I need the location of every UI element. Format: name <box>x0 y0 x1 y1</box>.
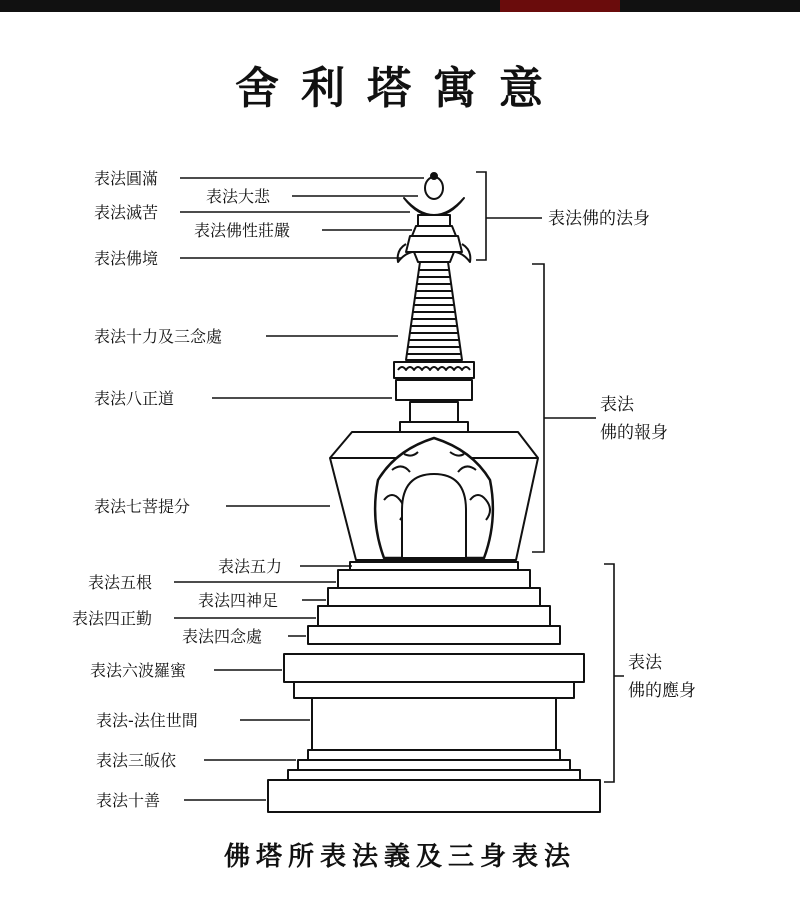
label-wugen: 表法五根 <box>88 573 153 592</box>
label-sishenzu: 表法四神足 <box>198 591 279 610</box>
label-fojing: 表法佛境 <box>94 249 159 268</box>
label-dabei: 表法大悲 <box>206 187 271 206</box>
stupa-throne-body <box>312 698 556 750</box>
label-foxing: 表法佛性莊嚴 <box>194 221 291 240</box>
label-sizhengqin: 表法四正勤 <box>72 609 153 628</box>
stupa-spire <box>406 262 462 360</box>
stupa-pinnacle-jewel <box>425 173 443 199</box>
bracket-baoshen <box>532 264 596 552</box>
group-label-baoshen-line1: 表法 <box>600 395 634 415</box>
diagram-caption: 佛塔所表法義及三身表法 <box>223 842 576 872</box>
group-label-yingshen-line1: 表法 <box>628 653 662 673</box>
stupa-throne-cap <box>284 654 584 682</box>
stupa-step-2 <box>338 570 530 588</box>
group-label-baoshen-line2: 佛的報身 <box>600 423 668 443</box>
stupa-step-1 <box>350 562 518 570</box>
label-wuli: 表法五力 <box>218 557 283 576</box>
label-fazhu: 表法-法住世間 <box>96 711 198 730</box>
stupa-lotus-band <box>394 362 474 432</box>
label-sinianchu: 表法四念處 <box>182 627 263 646</box>
stupa-step-4 <box>318 606 550 626</box>
stupa-base-step-1 <box>308 750 560 760</box>
group-label-yingshen-line2: 佛的應身 <box>628 681 696 701</box>
stupa-step-3 <box>328 588 540 606</box>
stupa-crescent-moon <box>404 198 464 216</box>
label-sanguiyi: 表法三皈依 <box>96 751 177 770</box>
label-miekhu: 表法滅苦 <box>94 203 159 222</box>
group-label-fashen: 表法佛的法身 <box>548 209 650 229</box>
label-shili: 表法十力及三念處 <box>94 327 223 346</box>
stupa-throne-ledge <box>294 682 574 698</box>
stupa-step-5 <box>308 626 560 644</box>
stupa-base-step-2 <box>298 760 570 770</box>
label-qiputi: 表法七菩提分 <box>94 497 191 516</box>
bracket-fashen <box>476 172 542 260</box>
label-yuanman: 表法圓滿 <box>94 169 159 188</box>
page-title: 舍利塔寓意 <box>235 63 565 114</box>
label-bazheng: 表法八正道 <box>94 389 175 408</box>
stupa-foundation <box>268 780 600 812</box>
stupa-crown <box>398 215 471 262</box>
stupa-base-step-3 <box>288 770 580 780</box>
bracket-yingshen <box>604 564 624 782</box>
label-shishan: 表法十善 <box>96 791 161 810</box>
label-liubo: 表法六波羅蜜 <box>90 661 187 680</box>
